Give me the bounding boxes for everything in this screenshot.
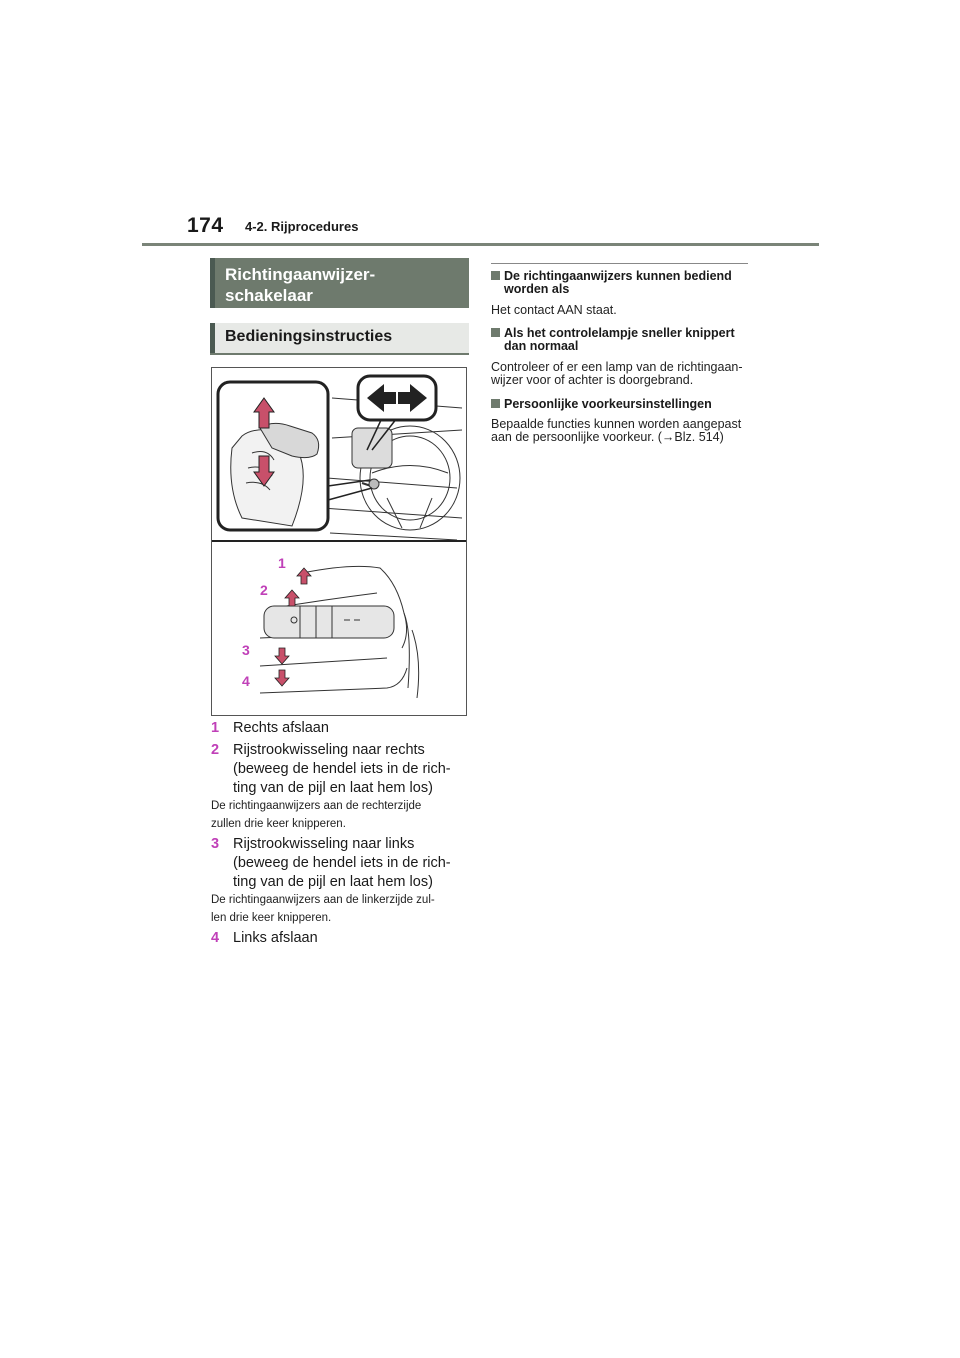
step-text-line1: Rijstrookwisseling naar rechts	[233, 742, 425, 758]
step-text-line3: ting van de pijl en laat hem los)	[233, 780, 433, 796]
step-text-line2: (beweeg de hendel iets in de rich-	[233, 855, 451, 871]
turn-signal-illustration	[211, 367, 467, 716]
step-number: 3	[211, 836, 220, 852]
subsection-rule	[210, 353, 469, 355]
body-line2: wijzer voor of achter is doorgebrand.	[491, 373, 694, 387]
arrow-1-icon	[297, 568, 311, 584]
body-line1: Bepaalde functies kunnen worden aangepast	[491, 417, 742, 431]
info-heading-1	[491, 270, 751, 296]
step-text-line2: (beweeg de hendel iets in de rich-	[233, 761, 451, 777]
arrow-3-icon	[275, 648, 289, 664]
step-2	[211, 741, 467, 798]
note-left	[211, 891, 467, 927]
header-rule	[142, 243, 819, 246]
figure-label-3: 3	[242, 642, 250, 658]
note-line1: De richtingaanwijzers aan de linkerzijde zul-	[211, 894, 435, 906]
right-column-rule	[491, 263, 748, 264]
info-body-3	[491, 418, 756, 444]
square-bullet-icon	[491, 271, 500, 280]
section-title	[210, 258, 469, 308]
step-3	[211, 835, 467, 892]
heading-line2: worden als	[504, 282, 570, 296]
figure-label-1: 1	[278, 555, 286, 571]
body-line1: Het contact AAN staat.	[491, 303, 617, 317]
info-body-2	[491, 361, 756, 387]
illustration-svg	[212, 368, 466, 715]
square-bullet-icon	[491, 328, 500, 337]
step-text-line1: Rijstrookwisseling naar links	[233, 836, 415, 852]
body-line1: Controleer of er een lamp van de richtingaan-	[491, 360, 743, 374]
section-title-line2: schakelaar	[225, 286, 313, 305]
note-line2: len drie keer knipperen.	[211, 912, 332, 924]
heading-line1: Persoonlijke voorkeursinstellingen	[504, 397, 712, 411]
info-heading-3	[491, 398, 751, 411]
step-number: 4	[211, 930, 220, 946]
step-text-line3: ting van de pijl en laat hem los)	[233, 874, 433, 890]
square-bullet-icon	[491, 399, 500, 408]
section-title-line1: Richtingaanwijzer-	[225, 265, 376, 284]
heading-line2: dan normaal	[504, 339, 579, 353]
step-1	[211, 719, 467, 738]
step-4	[211, 929, 467, 948]
figure-label-2: 2	[260, 582, 268, 598]
info-heading-2	[491, 327, 751, 353]
step-number: 2	[211, 742, 220, 758]
step-text: Rechts afslaan	[233, 720, 329, 736]
figure-label-4: 4	[242, 673, 250, 689]
body-line2: aan de persoonlijke voorkeur. (→Blz. 514)	[491, 430, 724, 444]
heading-line1: Als het controlelampje sneller knippert	[504, 326, 735, 340]
note-right	[211, 797, 467, 833]
arrow-2-icon	[285, 590, 299, 606]
note-line2: zullen drie keer knipperen.	[211, 818, 346, 830]
info-body-1	[491, 304, 756, 317]
heading-line1: De richtingaanwijzers kunnen bediend	[504, 269, 732, 283]
note-line1: De richtingaanwijzers aan de rechterzijde	[211, 800, 422, 812]
arrow-4-icon	[275, 670, 289, 686]
subsection-title: Bedieningsinstructies	[210, 323, 469, 354]
step-number: 1	[211, 720, 220, 736]
step-text: Links afslaan	[233, 930, 318, 946]
section-label: 4-2. Rijprocedures	[245, 219, 359, 234]
page-number: 174	[187, 214, 224, 237]
direction-callout	[358, 376, 436, 420]
